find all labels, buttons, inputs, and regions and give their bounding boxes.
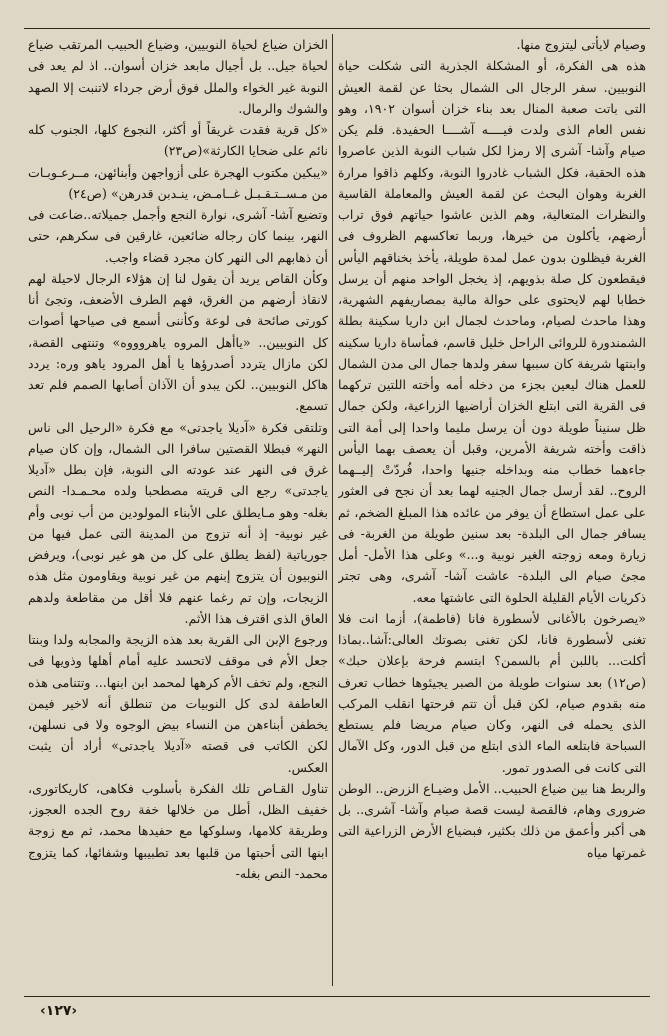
bottom-rule: [24, 996, 650, 997]
paragraph: الخزان ضياع لحياة النوبيين، وضياع الحبيب المرتقب ضياع لحياة جيل.. بل أجيال مابعد خزان أسوان.. اذ لم يعد فى النوبة غير الخواء والملل فوق أرض جرداء لاتنبت إلا الصهد والشوك والرمال.: [28, 37, 328, 116]
paragraph: هذه هى الفكرة، أو المشكلة الجذرية التى شكلت حياة النوبيين. سفر الرجال الى الشمال بحثا عن لقمة العيش التى باتت صعبة المنال بعد بناء خزان أسوان ١٩٠٢، وهو نفس العام الذى ولدت فيــــه آشــــا الحفيدة. فلم يكن صيام وآشا- آشرى إلا رمزا لكل شباب النوبة الذين عاصروا هذه الحقبة، فكل الشباب غادروا النوبة، وكلهم ذاقوا مرارة الغربة وهوان البحث عن لقمة العيش والمعاملة القاسية والنظرات المتعالية، وهم الذين عاشوا حياتهم فوق تراب أرضهم، يأكلون من خيرها، وربما تعاكسهم الظروف فى الغربة فيظلون بدون عمل لمدة طويلة، يأخذ بخناقهم اليأس فيقطعون كل صلة بذويهم، إذ يخجل الواحد منهم أن يرسل خطابا لهم لايحتوى على حوالة مالية بمصاريفهم الشهرية، وهذا ماحدث لصيام، وماحدث لجمال ابن داريا سكينة بطلة الشمندورة للروائى الراحل خليل قاسم، فمأساة داريا سكينه وابنتها شريفة كان سببها سفر ولدها جمال الى مدن الشمال للعمل هناك ليعين بجزء من دخله أمه وأخته اللتين تركهما فى القرية التى ابتلع الخزان أراضيها الزراعية، ولكن جمال ظل سنيناً طويلة دون أن يرسل مليما واحدا إلى أمة التى ذاقت وأخته شريفة الأمرين، وقبل أن يعصف بهما اليأس جاءهما خطاب منه وبداخله جنيها واحدا، فُردّتْ إليــهما الروح.. لقد أرسل جمال الجنيه لهما بعد أن نجح فى العثور على عمل استطاع أن يوفر من عائده هذا المبلغ الضخم، ثم يسافر جمال الى البلدة- بعد سنين طويلة من الغربة- فى زيارة ومعه زوجته الغير نوبية و...» وعلى هذا الأمل- أمل مجئ صيام الى البلدة- عاشت آشا- آشرى، وهى تجتر ذكريات الأيام القليلة الحلوة التى عاشتها معه.: [338, 58, 646, 605]
paragraph: ورجوع الإبن الى القرية بعد هذه الزيجة والمجابه ولدا وبنتا جعل الأم فى موقف لاتحسد عليه أمام أهلها وذويها فى النجع، ولم تخف الأم كرهها لمحمد ابن ابنها... وتتنامى هذه العاطفة لدى كل النوبيات من تنطلق أنه لاخير فيمن يخطفن أبناءهن من النساء بيض الوجوه ولا فى نسلهن، لكن الكاتب فى قصته «آديلا ياجدتى» أراد أن يثبت العكس.: [28, 632, 328, 775]
column-divider: [332, 34, 333, 986]
paragraph: وصيام لايأتى ليتزوج منها.: [516, 37, 646, 52]
paragraph: وكأن القاص يريد أن يقول لنا إن هؤلاء الرجال لاحيلة لهم لانقاذ أرضهم من الغرق، فهم الطرف الأضعف، وتجئ أنا كورتى صائحة فى لوعة وكأننى أسمع فى صياحها أصوات كل النوبيين.. «ياأهل المروه ياهروووه» وتنتهى القصة، لكن مازال يتردد أصدرؤها يا أهل المرود ياهو وره: يردد هاكل النوبيين.. لكن يبدو أن الآذان أصابها الصمم فلم تعد تسمع.: [28, 270, 328, 414]
paragraph: «يصرخون بالأغانى لأسطورة فانا (فاطمة)، أزما انت فلا تغنى لأسطورة فانا، لكن تغنى بصوتك العالى:آشا..بماذا أكلت... باللبن أم بالسمن؟ ابتسم فرحة بإعلان حبك» (ص١٢) بعد سنوات طويلة من الصبر يجيئوها خطاب تعرف منه بقدوم صيام، لكن قبل أن تتم فرحتها انقلب المركب الذى يحمله فى النهر، وكان صيام مريضا فلم يستطع السباحة فابتلعه الماء الذى ابتلع من قبل الدور، وكل الآمال التى كانت فى الصدور تمور.: [338, 610, 646, 775]
paragraph: «يبكين مكتوب الهجرة على أزواجهن وأبنائهن، مــرعـوبـات من مـســتـقـبـل غــامـض، ينـدبن قدرهن» (ص٢٤): [28, 164, 328, 201]
paragraph: «كل قرية فقدت غريقاً أو أكثر، النجوع كلها، الجنوب كله نائم على ضحايا الكارثة»(ص٢٣): [28, 122, 328, 159]
paragraph: والربط هنا بين ضياع الحبيب.. الأمل وضيـاع الزرض.. الوطن ضرورى وهام، فالقصة ليست قصة صيام وآشا- آشرى.. بل هى أكبر وأعمق من ذلك بكثير، فبضياع الأرض الزراعية التى غمرتها مياه: [338, 780, 646, 860]
page-number: ‹١٢٧›: [40, 1003, 78, 1019]
paragraph: وتلتقى فكرة «آديلا ياجدتى» مع فكرة «الرحيل الى ناس النهر» فبطلا القصتين سافرا الى الشمال، وإن كان صيام غرق فى النهر عند عودته الى النوبة، فإن بطل «آديلا ياجدتى» رجع الى قريته مصطحبا ولده محـمـدا- النص بغله- وهو مـايطلق على الأبناء المولودين من أب نوبى وأم غير نوبية- إذ أنه تزوج من المدينة التى عمل فيها من جورياتية (لفظ يطلق على كل من هو غير نوبى)، ويرفض النوبيون أن يتزوج إبنهم من غير نوبية ويقاومون مثل هذه الزيجات، وإن تم رغما عنهم فلا أقل من مقاطعة ولدهم العاق الذى اقترف هذا الأثم.: [28, 419, 328, 626]
top-rule: [24, 28, 650, 29]
right-column: [338, 34, 646, 989]
paragraph: وتضيع آشا- آشرى، نوارة النجع وأجمل جميلاته..ضاعت فى النهر، بينما كان رجاله ضائعين، غارقين فى سكرهم، حتى أن ذهابهم الى النهر كان مجرد قضاء واجب.: [28, 207, 328, 265]
left-column: [28, 34, 328, 989]
paragraph: تناول القـاص تلك الفكرة بأسلوب فكاهى، كاريكاتورى، خفيف الظل، أطل من خلالها خفة روح الجده العجوز، وطريقة كلامها، وسلوكها مع حفيدها محمد، ثم مع زوجة ابنها التى أحبتها من قلبها بعد تطبيبها وشفائها، كما يتزوج محمد- النص بغله-: [28, 780, 328, 881]
